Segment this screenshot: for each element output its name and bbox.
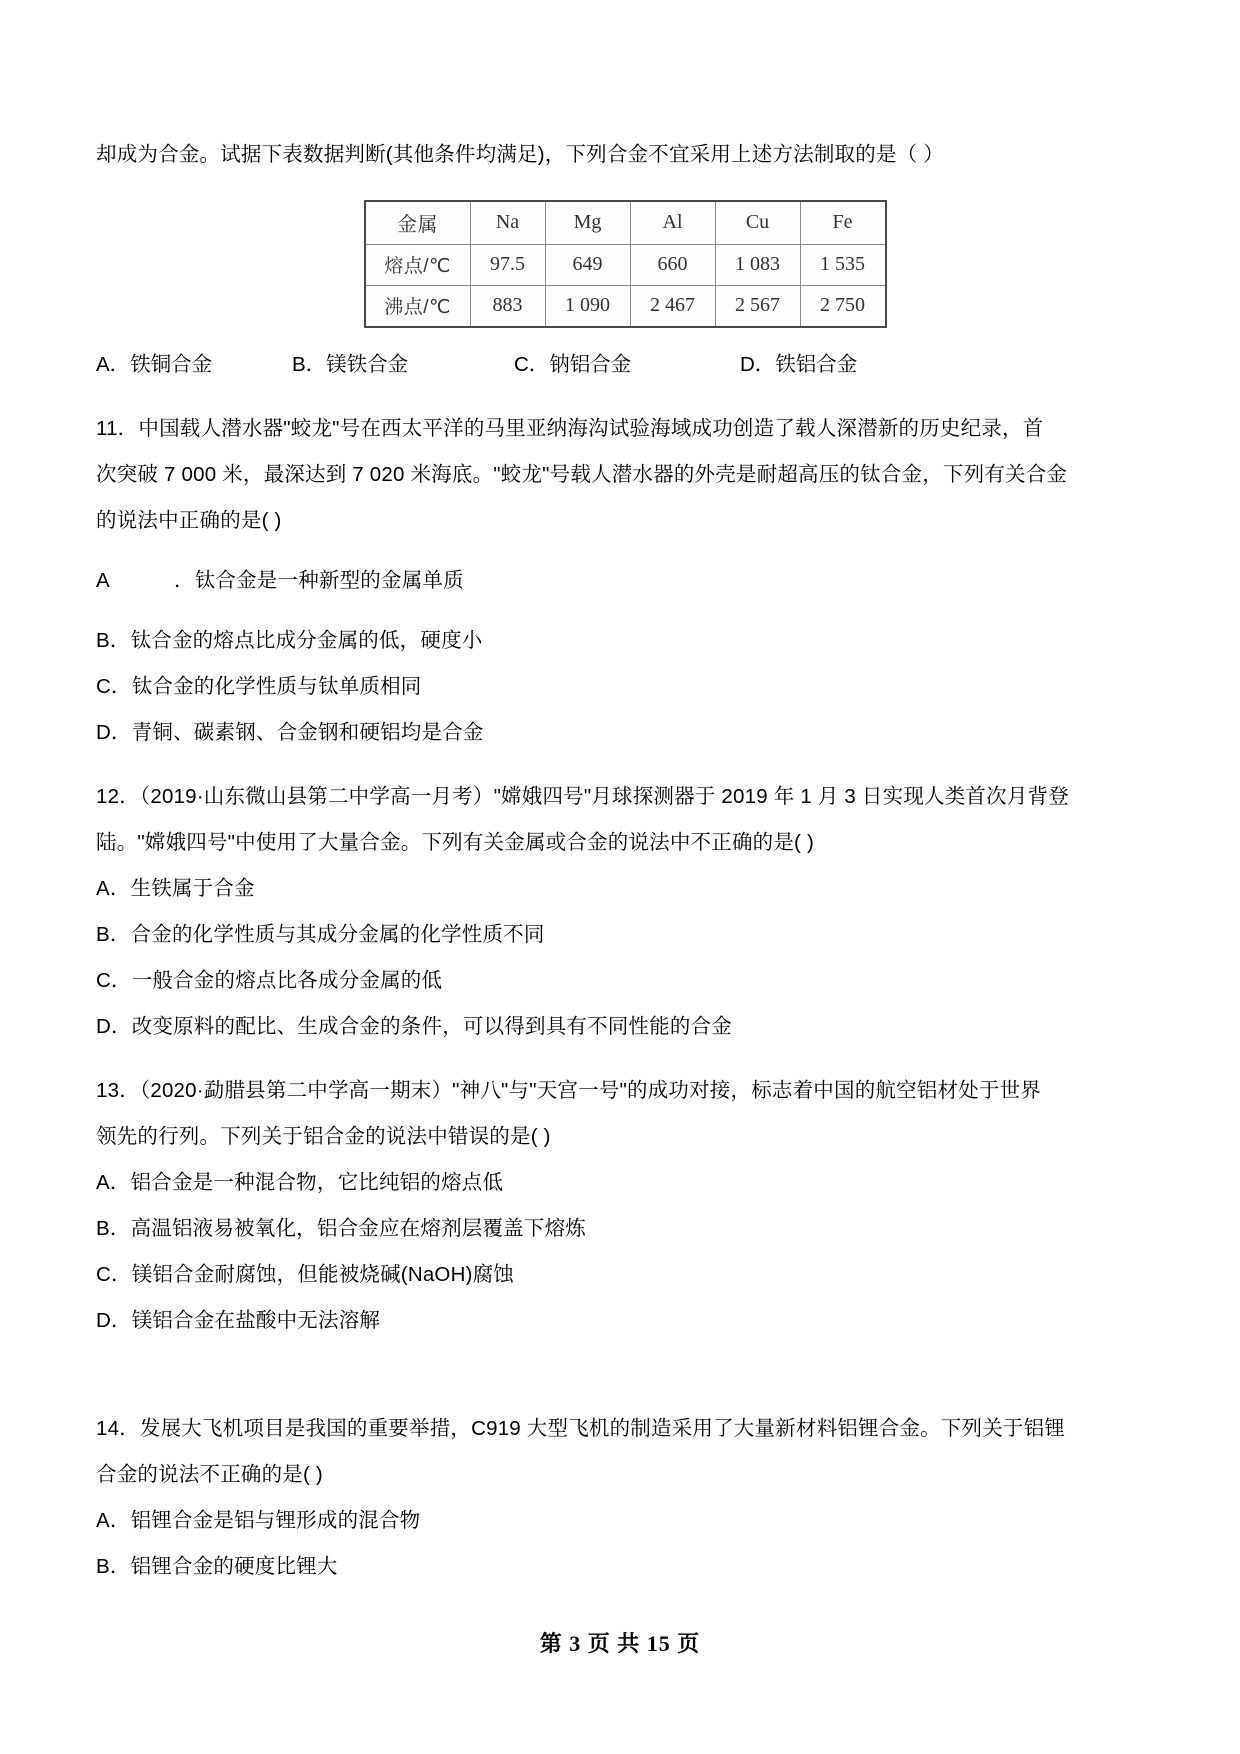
q10-stem-tail: 却成为合金。试据下表数据判断(其他条件均满足)，下列合金不宜采用上述方法制取的是（ ）	[96, 143, 944, 166]
q14-stem-line-2: 合金的说法不正确的是( )	[96, 1463, 323, 1486]
question-11	[96, 406, 1144, 756]
table-row	[365, 245, 886, 286]
melting-boiling-point-table-wrapper	[96, 200, 1144, 328]
q10-option-a[interactable]: A．铁铜合金	[96, 353, 213, 376]
q14-option-b[interactable]: B．铝锂合金的硬度比锂大	[96, 1555, 338, 1578]
q12-stem-line-1: 12．（2019·山东微山县第二中学高一月考）"嫦娥四号"月球探测器于 2019 年 1 月 3 日实现人类首次月背登	[96, 785, 1069, 808]
table-rowlabel-melting-point: 熔点/℃	[365, 245, 471, 286]
boiling-point-mg: 1 090	[545, 286, 630, 328]
melting-point-fe: 1 535	[800, 245, 886, 286]
table-header-cu: Cu	[715, 201, 800, 245]
melting-point-al: 660	[630, 245, 715, 286]
boiling-point-fe: 2 750	[800, 286, 886, 328]
table-row	[365, 201, 886, 245]
q11-stem-line-3: 的说法中正确的是( )	[96, 509, 282, 532]
q11-option-a-text: ．钛合金是一种新型的金属单质	[174, 569, 464, 592]
q11-option-a[interactable]	[96, 558, 1144, 604]
table-row	[365, 286, 886, 328]
melting-point-na: 97.5	[470, 245, 545, 286]
q13-stem-line-1: 13．（2020·勐腊县第二中学高一期末）"神八"与"天宫一号"的成功对接，标志着中国的航空铝材处于世界	[96, 1079, 1041, 1102]
q14-option-a[interactable]: A．铝锂合金是铝与锂形成的混合物	[96, 1509, 421, 1532]
q11-option-a-label: A	[96, 569, 110, 592]
q13-option-d[interactable]: D．镁铝合金在盐酸中无法溶解	[96, 1309, 381, 1332]
q11-option-b[interactable]: B．钛合金的熔点比成分金属的低，硬度小	[96, 629, 483, 652]
boiling-point-cu: 2 567	[715, 286, 800, 328]
page-footer: 第 3 页 共 15 页	[539, 1631, 701, 1656]
question-14	[96, 1406, 1144, 1590]
table-header-na: Na	[470, 201, 545, 245]
q13-stem-line-2: 领先的行列。下列关于铝合金的说法中错误的是( )	[96, 1125, 551, 1148]
melting-boiling-point-table	[364, 200, 887, 328]
q11-option-c[interactable]: C．钛合金的化学性质与钛单质相同	[96, 675, 422, 698]
boiling-point-na: 883	[470, 286, 545, 328]
table-header-fe: Fe	[800, 201, 886, 245]
q10-option-c[interactable]: C．钠铝合金	[514, 353, 632, 376]
table-header-mg: Mg	[545, 201, 630, 245]
q11-stem-line-1: 11．中国载人潜水器"蛟龙"号在西太平洋的马里亚纳海沟试验海域成功创造了载人深潜新的历史纪录，首	[96, 417, 1044, 440]
q10-option-b[interactable]: B．镁铁合金	[292, 353, 409, 376]
q10-option-d[interactable]: D．铁铝合金	[740, 353, 858, 376]
boiling-point-al: 2 467	[630, 286, 715, 328]
melting-point-mg: 649	[545, 245, 630, 286]
q14-stem-line-1: 14．发展大飞机项目是我国的重要举措，C919 大型飞机的制造采用了大量新材料铝锂合金。下列关于铝锂	[96, 1417, 1066, 1440]
table-header-metal: 金属	[365, 201, 471, 245]
q13-option-c[interactable]: C．镁铝合金耐腐蚀，但能被烧碱(NaOH)腐蚀	[96, 1263, 515, 1286]
table-rowlabel-boiling-point: 沸点/℃	[365, 286, 471, 328]
q12-option-d[interactable]: D．改变原料的配比、生成合金的条件，可以得到具有不同性能的合金	[96, 1015, 733, 1038]
q11-option-d[interactable]: D．青铜、碳素钢、合金钢和硬铝均是合金	[96, 721, 484, 744]
q13-option-b[interactable]: B．高温铝液易被氧化，铝合金应在熔剂层覆盖下熔炼	[96, 1217, 586, 1240]
question-12	[96, 774, 1144, 1050]
q12-option-b[interactable]: B．合金的化学性质与其成分金属的化学性质不同	[96, 923, 545, 946]
question-13	[96, 1068, 1144, 1344]
melting-point-cu: 1 083	[715, 245, 800, 286]
table-header-al: Al	[630, 201, 715, 245]
q11-stem-line-2: 次突破 7 000 米，最深达到 7 020 米海底。"蛟龙"号载人潜水器的外壳是耐超高压的钛合金，下列有关合金	[96, 463, 1068, 486]
q12-option-a[interactable]: A．生铁属于合金	[96, 877, 255, 900]
q12-stem-line-2: 陆。"嫦娥四号"中使用了大量合金。下列有关金属或合金的说法中不正确的是( )	[96, 831, 815, 854]
q12-option-c[interactable]: C．一般合金的熔点比各成分金属的低	[96, 969, 443, 992]
q13-option-a[interactable]: A．铝合金是一种混合物，它比纯铝的熔点低	[96, 1171, 504, 1194]
q10-options-row	[96, 342, 1144, 388]
